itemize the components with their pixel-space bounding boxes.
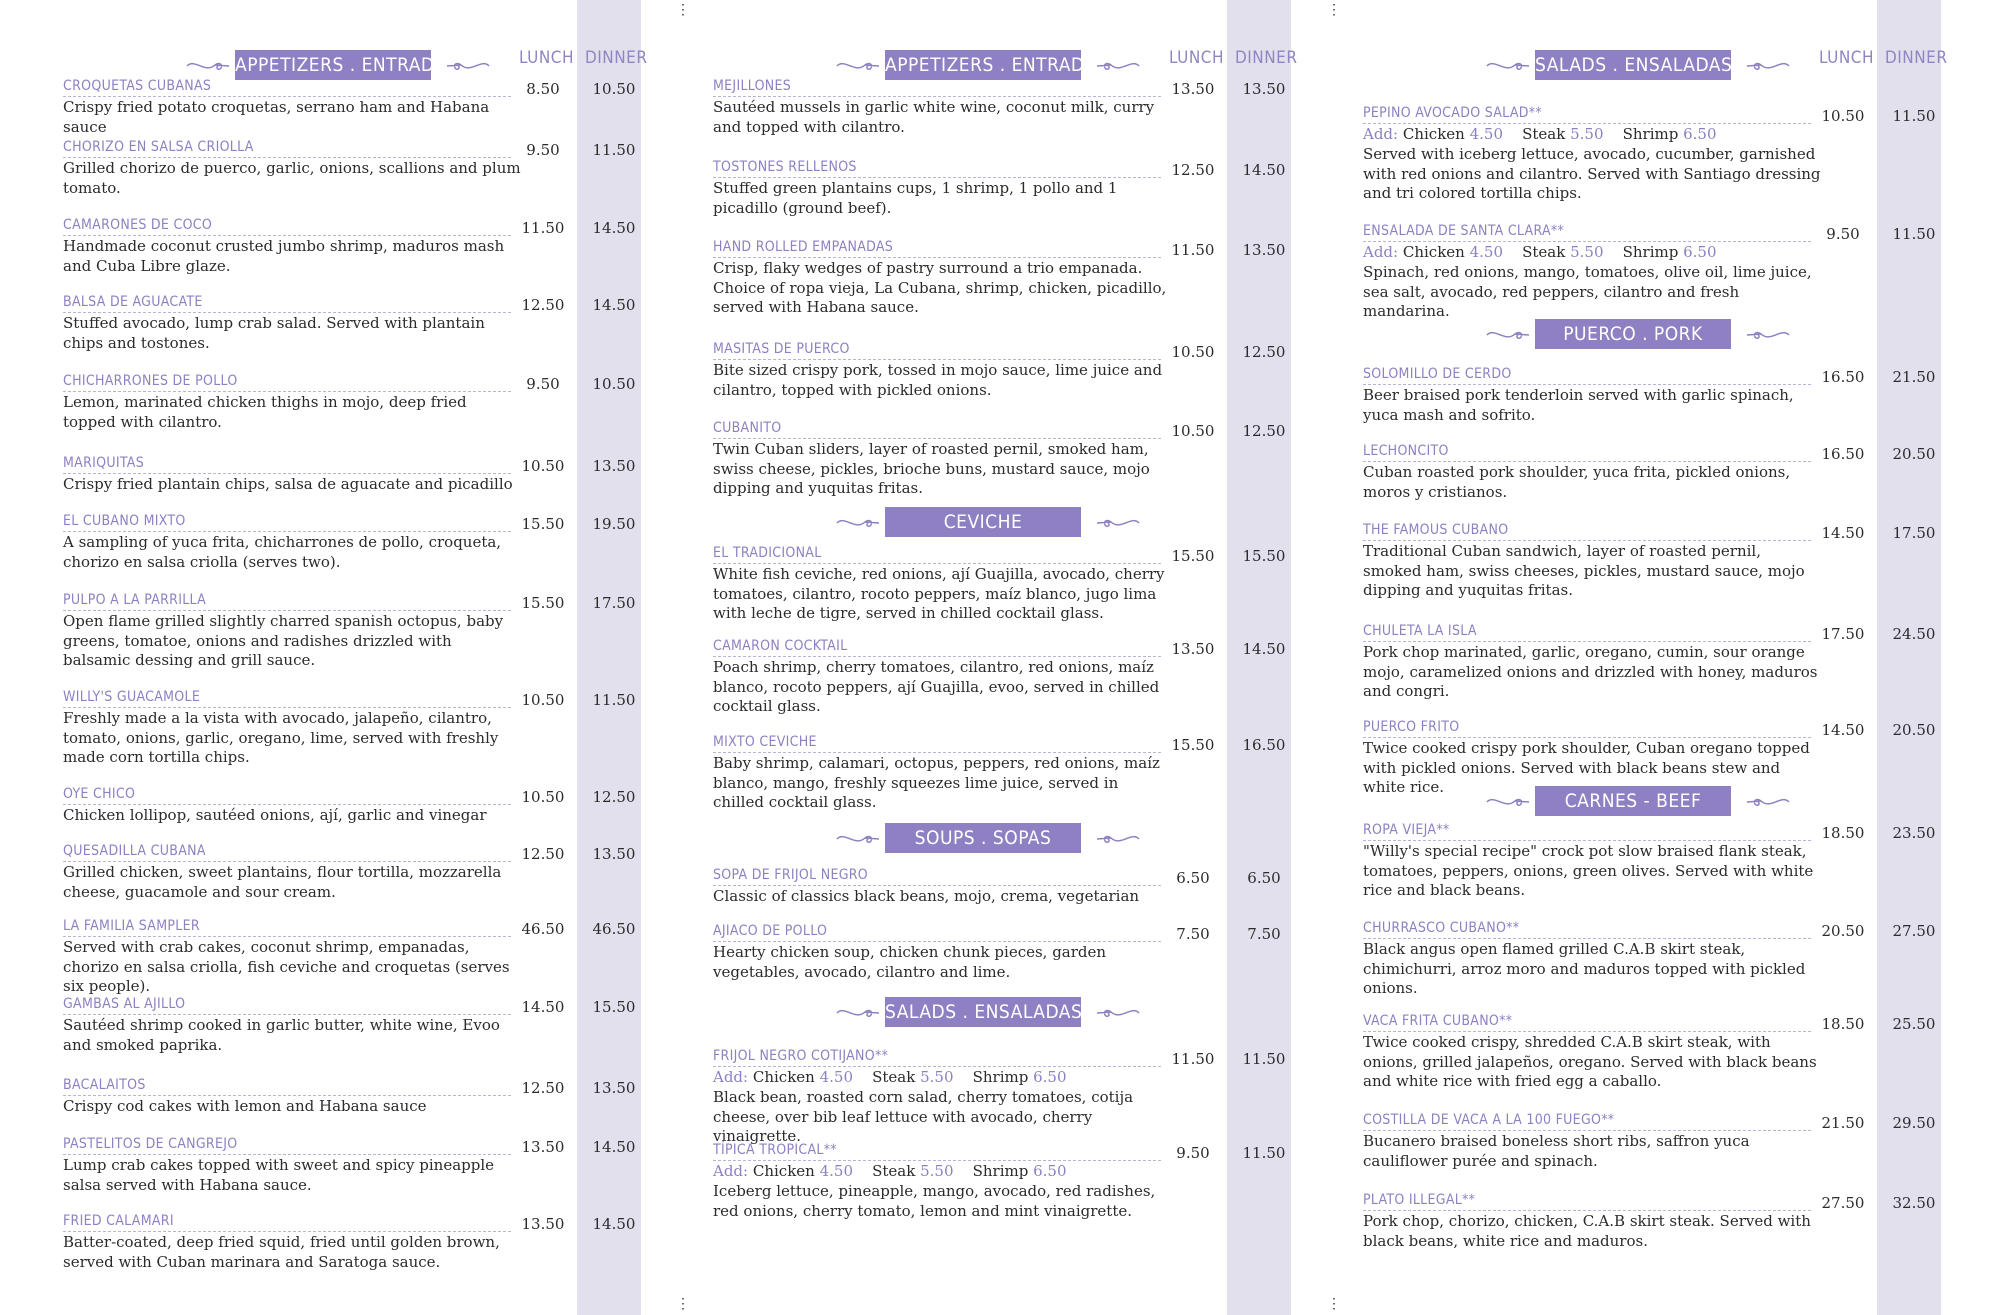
lunch-price: 15.50 (1171, 736, 1215, 754)
flourish-icon (445, 56, 491, 76)
lunch-price: 11.50 (1171, 1050, 1215, 1068)
dinner-price: 19.50 (592, 515, 636, 533)
lunch-price: 10.50 (521, 457, 565, 475)
add-on-price: 6.50 (1683, 125, 1717, 143)
section-title: SALADS . ENSALADAS (1535, 50, 1731, 80)
lunch-price: 11.50 (521, 219, 565, 237)
lunch-price: 13.50 (1171, 640, 1215, 658)
item-name: AJIACO DE POLLO (713, 923, 1161, 942)
item-description: Grilled chorizo de puerco, garlic, onions, scallions and plum tomato. (63, 159, 521, 197)
section-title: APPETIZERS . ENTRADAS (235, 50, 431, 80)
fold-mark: ⋮ (1327, 1296, 1341, 1312)
lunch-price: 13.50 (521, 1138, 565, 1156)
flourish-icon (1485, 325, 1531, 345)
item-name: TOSTONES RELLENOS (713, 159, 1161, 178)
section-title: CEVICHE (885, 507, 1081, 537)
item-name: WILLY'S GUACAMOLE (63, 689, 511, 708)
dinner-price: 11.50 (1892, 107, 1936, 125)
lunch-price: 12.50 (521, 296, 565, 314)
dinner-price: 12.50 (1242, 343, 1286, 361)
add-label: Add: (713, 1162, 749, 1180)
lunch-price: 6.50 (1176, 869, 1210, 887)
item-description: Served with crab cakes, coconut shrimp, empanadas, chorizo en salsa criolla, fish ceviche and croquetas (serves six people). (63, 938, 510, 995)
dinner-price: 14.50 (592, 1138, 636, 1156)
item-description: Pork chop marinated, garlic, oregano, cumin, sour orange mojo, caramelized onions and drizzled with honey, maduros and congri. (1363, 643, 1818, 700)
lunch-price: 27.50 (1821, 1194, 1865, 1212)
lunch-price: 12.50 (521, 1079, 565, 1097)
item-description: Bite sized crispy pork, tossed in mojo sauce, lime juice and cilantro, topped with pickled onions. (713, 361, 1163, 399)
item-name: VACA FRITA CUBANO** (1363, 1013, 1811, 1032)
flourish-icon (1095, 56, 1141, 76)
lunch-header: LUNCH (519, 48, 574, 68)
add-ons (713, 1162, 1067, 1182)
dinner-price: 14.50 (592, 219, 636, 237)
lunch-price: 13.50 (521, 1215, 565, 1233)
item-description: Sautéed mussels in garlic white wine, coconut milk, curry and topped with cilantro. (713, 98, 1155, 136)
item-description: Served with iceberg lettuce, avocado, cucumber, garnished with red onions and cilantro. Served with Santiago dressing and tri colored tortilla chips. (1363, 145, 1821, 202)
add-on-price: 6.50 (1683, 243, 1717, 261)
dinner-price: 17.50 (1892, 524, 1936, 542)
add-on-price: 4.50 (819, 1068, 854, 1086)
item-description: Open flame grilled slightly charred spanish octopus, baby greens, tomatoe, onions and radishes drizzled with balsamic dessing and grill sauce. (63, 612, 504, 669)
lunch-price: 9.50 (1176, 1144, 1210, 1162)
section-header-salads-ensaladas (775, 997, 1155, 1027)
dinner-price: 21.50 (1892, 368, 1936, 386)
item-name: EL TRADICIONAL (713, 545, 1161, 564)
dinner-price: 14.50 (592, 296, 636, 314)
add-on-option: Steak (872, 1068, 916, 1086)
item-description: Black angus open flamed grilled C.A.B skirt steak, chimichurri, arroz moro and maduros topped with pickled onions. (1363, 940, 1806, 997)
lunch-price: 9.50 (1826, 225, 1860, 243)
dinner-price: 10.50 (592, 375, 636, 393)
item-description: Chicken lollipop, sautéed onions, ají, garlic and vinegar (63, 806, 487, 824)
add-ons (713, 1068, 1067, 1088)
lunch-price: 21.50 (1821, 1114, 1865, 1132)
dinner-price: 29.50 (1892, 1114, 1936, 1132)
item-description: Lemon, marinated chicken thighs in mojo, deep fried topped with cilantro. (63, 393, 467, 431)
lunch-price: 7.50 (1176, 925, 1210, 943)
section-header-appetizers-entradas (125, 50, 505, 80)
fold-mark: ⋮ (676, 2, 690, 18)
item-name: SOLOMILLO DE CERDO (1363, 366, 1811, 385)
dinner-price: 10.50 (592, 80, 636, 98)
dinner-price: 23.50 (1892, 824, 1936, 842)
item-name: PUERCO FRITO (1363, 719, 1811, 738)
add-on-option: Shrimp (972, 1162, 1029, 1180)
add-on-price: 5.50 (1570, 125, 1604, 143)
dinner-price: 14.50 (592, 1215, 636, 1233)
section-header-soups-sopas (775, 823, 1155, 853)
lunch-price: 15.50 (1171, 547, 1215, 565)
flourish-icon (835, 829, 881, 849)
lunch-price: 14.50 (1821, 524, 1865, 542)
item-description: Iceberg lettuce, pineapple, mango, avocado, red radishes, red onions, cherry tomato, lemon and mint vinaigrette. (713, 1182, 1156, 1220)
add-on-option: Shrimp (1622, 243, 1679, 261)
section-title: APPETIZERS . ENTRADAS (885, 50, 1081, 80)
lunch-price: 15.50 (521, 594, 565, 612)
add-on-option: Chicken (752, 1162, 815, 1180)
item-description: Beer braised pork tenderloin served with garlic spinach, yuca mash and sofrito. (1363, 386, 1794, 424)
item-name: LA FAMILIA SAMPLER (63, 918, 511, 937)
dinner-column-band (577, 0, 648, 1315)
dinner-price: 12.50 (592, 788, 636, 806)
dinner-price: 20.50 (1892, 721, 1936, 739)
dinner-price: 25.50 (1892, 1015, 1936, 1033)
item-name: CHICHARRONES DE POLLO (63, 373, 511, 392)
section-title: SOUPS . SOPAS (885, 823, 1081, 853)
lunch-header: LUNCH (1169, 48, 1224, 68)
item-description: Sautéed shrimp cooked in garlic butter, white wine, Evoo and smoked paprika. (63, 1016, 500, 1054)
item-description: Lump crab cakes topped with sweet and spicy pineapple salsa served with Habana sauce. (63, 1156, 495, 1194)
item-name: THE FAMOUS CUBANO (1363, 522, 1811, 541)
dinner-price: 13.50 (592, 457, 636, 475)
dinner-price: 6.50 (1247, 869, 1281, 887)
lunch-price: 17.50 (1821, 625, 1865, 643)
item-name: QUESADILLA CUBANA (63, 843, 511, 862)
section-header-carnes-beef (1425, 786, 1805, 816)
flourish-icon (835, 1003, 881, 1023)
item-description: Spinach, red onions, mango, tomatoes, olive oil, lime juice, sea salt, avocado, red peppers, cilantro and fresh mandarina. (1363, 263, 1812, 320)
add-on-price: 4.50 (1469, 243, 1504, 261)
dinner-price: 16.50 (1242, 736, 1286, 754)
flourish-icon (1485, 56, 1531, 76)
item-name: CAMARON COCKTAIL (713, 638, 1161, 657)
add-on-price: 6.50 (1033, 1162, 1067, 1180)
item-name: MARIQUITAS (63, 455, 511, 474)
add-on-option: Steak (872, 1162, 916, 1180)
flourish-icon (1485, 792, 1531, 812)
add-on-price: 4.50 (819, 1162, 854, 1180)
item-name: PASTELITOS DE CANGREJO (63, 1136, 511, 1155)
item-description: Twice cooked crispy, shredded C.A.B skirt steak, with onions, grilled jalapeños, oregano. Served with black beans and white rice with fried egg a caballo. (1363, 1033, 1817, 1090)
dinner-price: 11.50 (1242, 1050, 1286, 1068)
fold-mark: ⋮ (676, 1296, 690, 1312)
dinner-price: 32.50 (1892, 1194, 1936, 1212)
flourish-icon (1745, 792, 1791, 812)
dinner-price: 13.50 (1242, 80, 1286, 98)
add-on-option: Steak (1522, 243, 1566, 261)
section-title: PUERCO . PORK (1535, 319, 1731, 349)
dinner-header: DINNER (1235, 48, 1298, 68)
item-description: White fish ceviche, red onions, ají Guajilla, avocado, cherry tomatoes, cilantro, rocoto peppers, maíz blanco, jugo lima with leche de tigre, served in chilled cocktail glass. (713, 565, 1165, 622)
item-name: CHULETA LA ISLA (1363, 623, 1811, 642)
item-name: LECHONCITO (1363, 443, 1811, 462)
dinner-price: 15.50 (1242, 547, 1286, 565)
dinner-price: 7.50 (1247, 925, 1281, 943)
lunch-price: 12.50 (521, 845, 565, 863)
add-on-option: Chicken (1402, 125, 1465, 143)
dinner-price: 14.50 (1242, 640, 1286, 658)
item-name: MASITAS DE PUERCO (713, 341, 1161, 360)
lunch-header: LUNCH (1819, 48, 1874, 68)
dinner-header: DINNER (585, 48, 648, 68)
item-description: "Willy's special recipe" crock pot slow braised flank steak, tomatoes, peppers, onions, green olives. Served with white rice and black beans. (1363, 842, 1814, 899)
item-name: CHURRASCO CUBANO** (1363, 920, 1811, 939)
lunch-price: 16.50 (1821, 445, 1865, 463)
lunch-price: 9.50 (526, 375, 560, 393)
lunch-price: 18.50 (1821, 824, 1865, 842)
dinner-price: 27.50 (1892, 922, 1936, 940)
flourish-icon (1095, 1003, 1141, 1023)
item-description: Twice cooked crispy pork shoulder, Cuban oregano topped with pickled onions. Served with black beans stew and white rice. (1363, 739, 1810, 796)
flourish-icon (1095, 829, 1141, 849)
section-title: SALADS . ENSALADAS (885, 997, 1081, 1027)
item-name: CUBANITO (713, 420, 1161, 439)
lunch-price: 15.50 (521, 515, 565, 533)
item-description: Bucanero braised boneless short ribs, saffron yuca cauliflower purée and spinach. (1363, 1132, 1750, 1170)
dinner-price: 11.50 (592, 691, 636, 709)
section-header-ceviche (775, 507, 1155, 537)
item-description: Poach shrimp, cherry tomatoes, cilantro, red onions, maíz blanco, rocoto peppers, ají Guajilla, evoo, served in chilled cocktail glass. (713, 658, 1160, 715)
add-ons (1363, 243, 1717, 263)
item-name: CROQUETAS CUBANAS (63, 78, 511, 97)
dinner-price: 14.50 (1242, 161, 1286, 179)
item-name: TÍPICA TROPICAL** (713, 1142, 1161, 1161)
item-description: Grilled chicken, sweet plantains, flour tortilla, mozzarella cheese, guacamole and sour cream. (63, 863, 502, 901)
add-on-option: Chicken (752, 1068, 815, 1086)
flourish-icon (835, 56, 881, 76)
add-on-price: 5.50 (920, 1068, 954, 1086)
item-description: Crispy cod cakes with lemon and Habana sauce (63, 1097, 427, 1115)
add-on-price: 4.50 (1469, 125, 1504, 143)
add-on-price: 5.50 (1570, 243, 1604, 261)
add-on-price: 6.50 (1033, 1068, 1067, 1086)
section-title: CARNES - BEEF (1535, 786, 1731, 816)
dinner-price: 13.50 (1242, 241, 1286, 259)
item-description: Crisp, flaky wedges of pastry surround a trio empanada. Choice of ropa vieja, La Cubana, shrimp, chicken, picadillo, served with Habana sauce. (713, 259, 1167, 316)
lunch-price: 20.50 (1821, 922, 1865, 940)
dinner-price: 46.50 (592, 920, 636, 938)
dinner-price: 24.50 (1892, 625, 1936, 643)
section-header-puerco-pork (1425, 319, 1805, 349)
flourish-icon (835, 513, 881, 533)
item-description: Traditional Cuban sandwich, layer of roasted pernil, smoked ham, swiss cheeses, pickles, mustard sauce, mojo dipping and yuquitas fritas. (1363, 542, 1805, 599)
dinner-price: 13.50 (592, 845, 636, 863)
lunch-price: 9.50 (526, 141, 560, 159)
lunch-price: 8.50 (526, 80, 560, 98)
dinner-price: 12.50 (1242, 422, 1286, 440)
menu-page-1 (45, 0, 666, 1315)
add-label: Add: (1363, 125, 1399, 143)
section-header-salads-ensaladas (1425, 50, 1805, 80)
item-description: Twin Cuban sliders, layer of roasted pernil, smoked ham, swiss cheese, pickles, brioche buns, mustard sauce, mojo dipping and yuquitas fritas. (713, 440, 1150, 497)
lunch-price: 14.50 (1821, 721, 1865, 739)
item-description: Baby shrimp, calamari, octopus, peppers, red onions, maíz blanco, mango, freshly squeezes lime juice, served in chilled cocktail glass. (713, 754, 1160, 811)
item-name: BALSA DE AGUACATE (63, 294, 511, 313)
item-description: Hearty chicken soup, chicken chunk pieces, garden vegetables, avocado, cilantro and lime. (713, 943, 1107, 981)
item-description: Handmade coconut crusted jumbo shrimp, maduros mash and Cuba Libre glaze. (63, 237, 505, 275)
item-description: Pork chop, chorizo, chicken, C.A.B skirt steak. Served with black beans, white rice and maduros. (1363, 1212, 1811, 1250)
item-name: MIXTO CEVICHE (713, 734, 1161, 753)
item-name: PULPO A LA PARRILLA (63, 592, 511, 611)
dinner-price: 11.50 (1892, 225, 1936, 243)
lunch-price: 14.50 (521, 998, 565, 1016)
item-name: HAND ROLLED EMPANADAS (713, 239, 1161, 258)
item-name: ENSALADA DE SANTA CLARA** (1363, 223, 1811, 242)
add-ons (1363, 125, 1717, 145)
lunch-price: 10.50 (1171, 343, 1215, 361)
item-name: EL CUBANO MIXTO (63, 513, 511, 532)
item-name: MEJILLONES (713, 78, 1161, 97)
lunch-price: 10.50 (1821, 107, 1865, 125)
item-description: Batter-coated, deep fried squid, fried until golden brown, served with Cuban marinara and Saratoga sauce. (63, 1233, 500, 1271)
lunch-price: 10.50 (521, 691, 565, 709)
menu-page-2 (695, 0, 1316, 1315)
item-description: Crispy fried plantain chips, salsa de aguacate and picadillo (63, 475, 513, 493)
menu-page-3 (1345, 0, 1966, 1315)
dinner-price: 11.50 (592, 141, 636, 159)
item-name: SOPA DE FRIJOL NEGRO (713, 867, 1161, 886)
item-description: Stuffed avocado, lump crab salad. Served with plantain chips and tostones. (63, 314, 485, 352)
item-name: FRIJOL NEGRO COTIJANO** (713, 1048, 1161, 1067)
flourish-icon (1745, 325, 1791, 345)
item-name: PEPINO AVOCADO SALAD** (1363, 105, 1811, 124)
dinner-price: 17.50 (592, 594, 636, 612)
item-description: Freshly made a la vista with avocado, jalapeño, cilantro, tomato, onions, garlic, oregano, lime, served with freshly made corn tortilla chips. (63, 709, 499, 766)
item-description: A sampling of yuca frita, chicharrones de pollo, croqueta, chorizo en salsa criolla (serves two). (63, 533, 502, 571)
add-label: Add: (1363, 243, 1399, 261)
item-name: COSTILLA DE VACA A LA 100 FUEGO** (1363, 1112, 1811, 1131)
item-name: CHORIZO EN SALSA CRIOLLA (63, 139, 511, 158)
dinner-price: 13.50 (592, 1079, 636, 1097)
flourish-icon (1095, 513, 1141, 533)
lunch-price: 13.50 (1171, 80, 1215, 98)
add-on-option: Steak (1522, 125, 1566, 143)
item-name: GAMBAS AL AJILLO (63, 996, 511, 1015)
dinner-header: DINNER (1885, 48, 1948, 68)
add-label: Add: (713, 1068, 749, 1086)
item-name: OYE CHICO (63, 786, 511, 805)
add-on-price: 5.50 (920, 1162, 954, 1180)
fold-mark: ⋮ (1327, 2, 1341, 18)
item-description: Stuffed green plantains cups, 1 shrimp, 1 pollo and 1 picadillo (ground beef). (713, 179, 1118, 217)
lunch-price: 18.50 (1821, 1015, 1865, 1033)
item-name: FRIED CALAMARI (63, 1213, 511, 1232)
add-on-option: Shrimp (1622, 125, 1679, 143)
item-description: Crispy fried potato croquetas, serrano ham and Habana sauce (63, 98, 490, 136)
dinner-price: 20.50 (1892, 445, 1936, 463)
lunch-price: 10.50 (521, 788, 565, 806)
flourish-icon (185, 56, 231, 76)
flourish-icon (1745, 56, 1791, 76)
item-name: CAMARONES DE COCO (63, 217, 511, 236)
item-description: Cuban roasted pork shoulder, yuca frita, pickled onions, moros y cristianos. (1363, 463, 1791, 501)
item-name: PLATO ILLEGAL** (1363, 1192, 1811, 1211)
lunch-price: 11.50 (1171, 241, 1215, 259)
dinner-price: 11.50 (1242, 1144, 1286, 1162)
section-header-appetizers-entradas (775, 50, 1155, 80)
item-name: ROPA VIEJA** (1363, 822, 1811, 841)
lunch-price: 12.50 (1171, 161, 1215, 179)
dinner-price: 15.50 (592, 998, 636, 1016)
item-name: BACALAITOS (63, 1077, 511, 1096)
lunch-price: 46.50 (521, 920, 565, 938)
lunch-price: 10.50 (1171, 422, 1215, 440)
item-description: Classic of classics black beans, mojo, crema, vegetarian (713, 887, 1140, 905)
add-on-option: Chicken (1402, 243, 1465, 261)
add-on-option: Shrimp (972, 1068, 1029, 1086)
item-description: Black bean, roasted corn salad, cherry tomatoes, cotija cheese, over bib leaf lettuce with avocado, cherry vinaigrette. (713, 1088, 1134, 1145)
lunch-price: 16.50 (1821, 368, 1865, 386)
